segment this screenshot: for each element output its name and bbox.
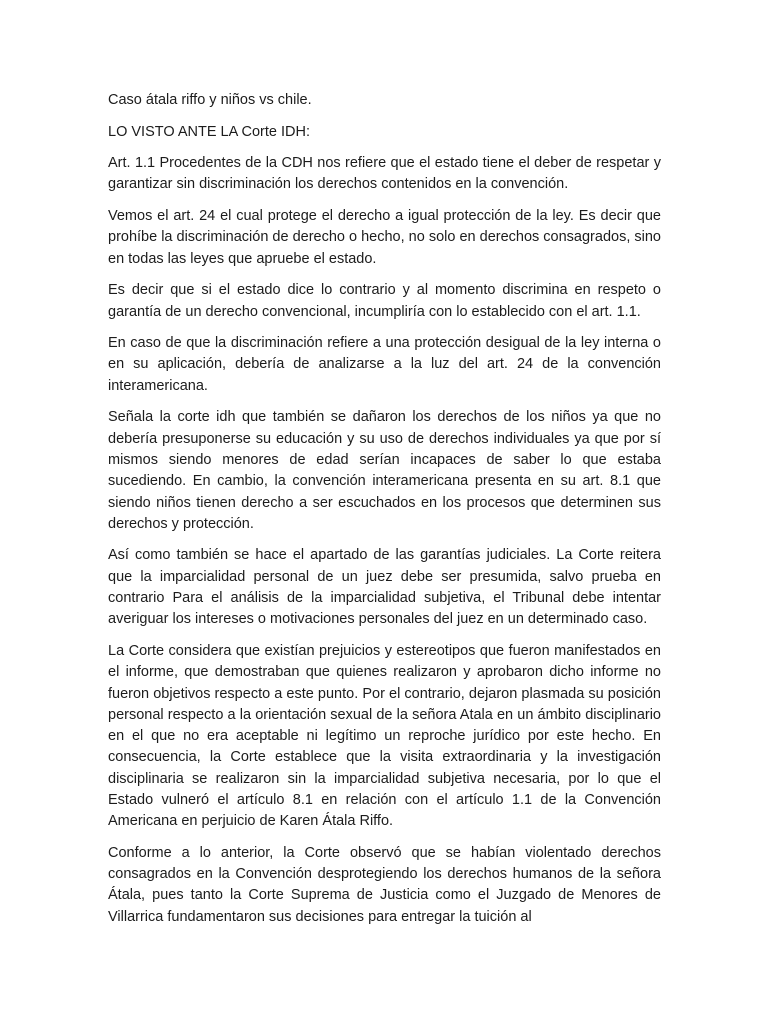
paragraph-derechos-ninos: Señala la corte idh que también se dañaron los derechos de los niños ya que no debería presuponerse su educación y su uso de derechos individuales ya que por sí mismos siendo menores de edad serían incapaces de saber lo que estaba sucediendo. En cambio, la convención interamericana presenta en su art. 8.1 que siendo niños tienen derecho a ser escuchados en los procesos que determinen sus derechos y protección. (108, 409, 661, 532)
document-subtitle: LO VISTO ANTE LA Corte IDH: (108, 123, 310, 140)
paragraph-conforme: Conforme a lo anterior, la Corte observó que se habían violentado derechos consagrados en la Convención desprotegiendo los derechos humanos de la señora Átala, pues tanto la Corte Suprema de Justicia como el Juzgado de Menores de Villarrica fundamentaron sus decisiones para entregar la tuición al (108, 844, 661, 925)
document-title: Caso átala riffo y niños vs chile. (108, 92, 312, 108)
paragraph-garantias-judiciales: Así como también se hace el apartado de las garantías judiciales. La Corte reitera que la imparcialidad personal de un juez debe ser presumida, salvo prueba en contrario Para el análisis de la imparcialidad subjetiva, el Tribunal debe intentar averiguar los intereses o motivaciones personales del juez en un determinado caso. (108, 547, 661, 628)
paragraph-proteccion-desigual: En caso de que la discriminación refiere a una protección desigual de la ley interna o en su aplicación, debería de analizarse a la luz del art. 24 de la convención interamericana. (108, 335, 661, 394)
paragraph-prejuicios: La Corte considera que existían prejuicios y estereotipos que fueron manifestados en el informe, que demostraban que quienes realizaron y aprobaron dicho informe no fueron objetivos respecto a este punto. Por el contrario, dejaron plasmada su posición personal respecto a la orientación sexual de la señora Atala en un ámbito disciplinario en el que no era aceptable ni legítimo un reproche jurídico por este hecho. En consecuencia, la Corte establece que la visita extraordinaria y la investigación disciplinaria se realizaron sin la imparcialidad subjetiva necesaria, por lo que el Estado vulneró el artículo 8.1 en relación con el artículo 1.1 de la Convención Americana en perjuicio de Karen Átala Riffo. (108, 642, 661, 830)
paragraph-art-24: Vemos el art. 24 el cual protege el derecho a igual protección de la ley. Es decir que prohíbe la discriminación de derecho o hecho, no solo en derechos consagrados, sino en todas las leyes que apruebe el estado. (108, 208, 661, 267)
document-body (108, 90, 661, 938)
paragraph-art-1-1: Art. 1.1 Procedentes de la CDH nos refiere que el estado tiene el deber de respetar y garantizar sin discriminación los derechos contenidos en la convención. (108, 155, 661, 193)
paragraph-incumplimiento: Es decir que si el estado dice lo contrario y al momento discrimina en respeto o garantía de un derecho convencional, incumpliría con lo establecido con el art. 1.1. (108, 282, 661, 320)
